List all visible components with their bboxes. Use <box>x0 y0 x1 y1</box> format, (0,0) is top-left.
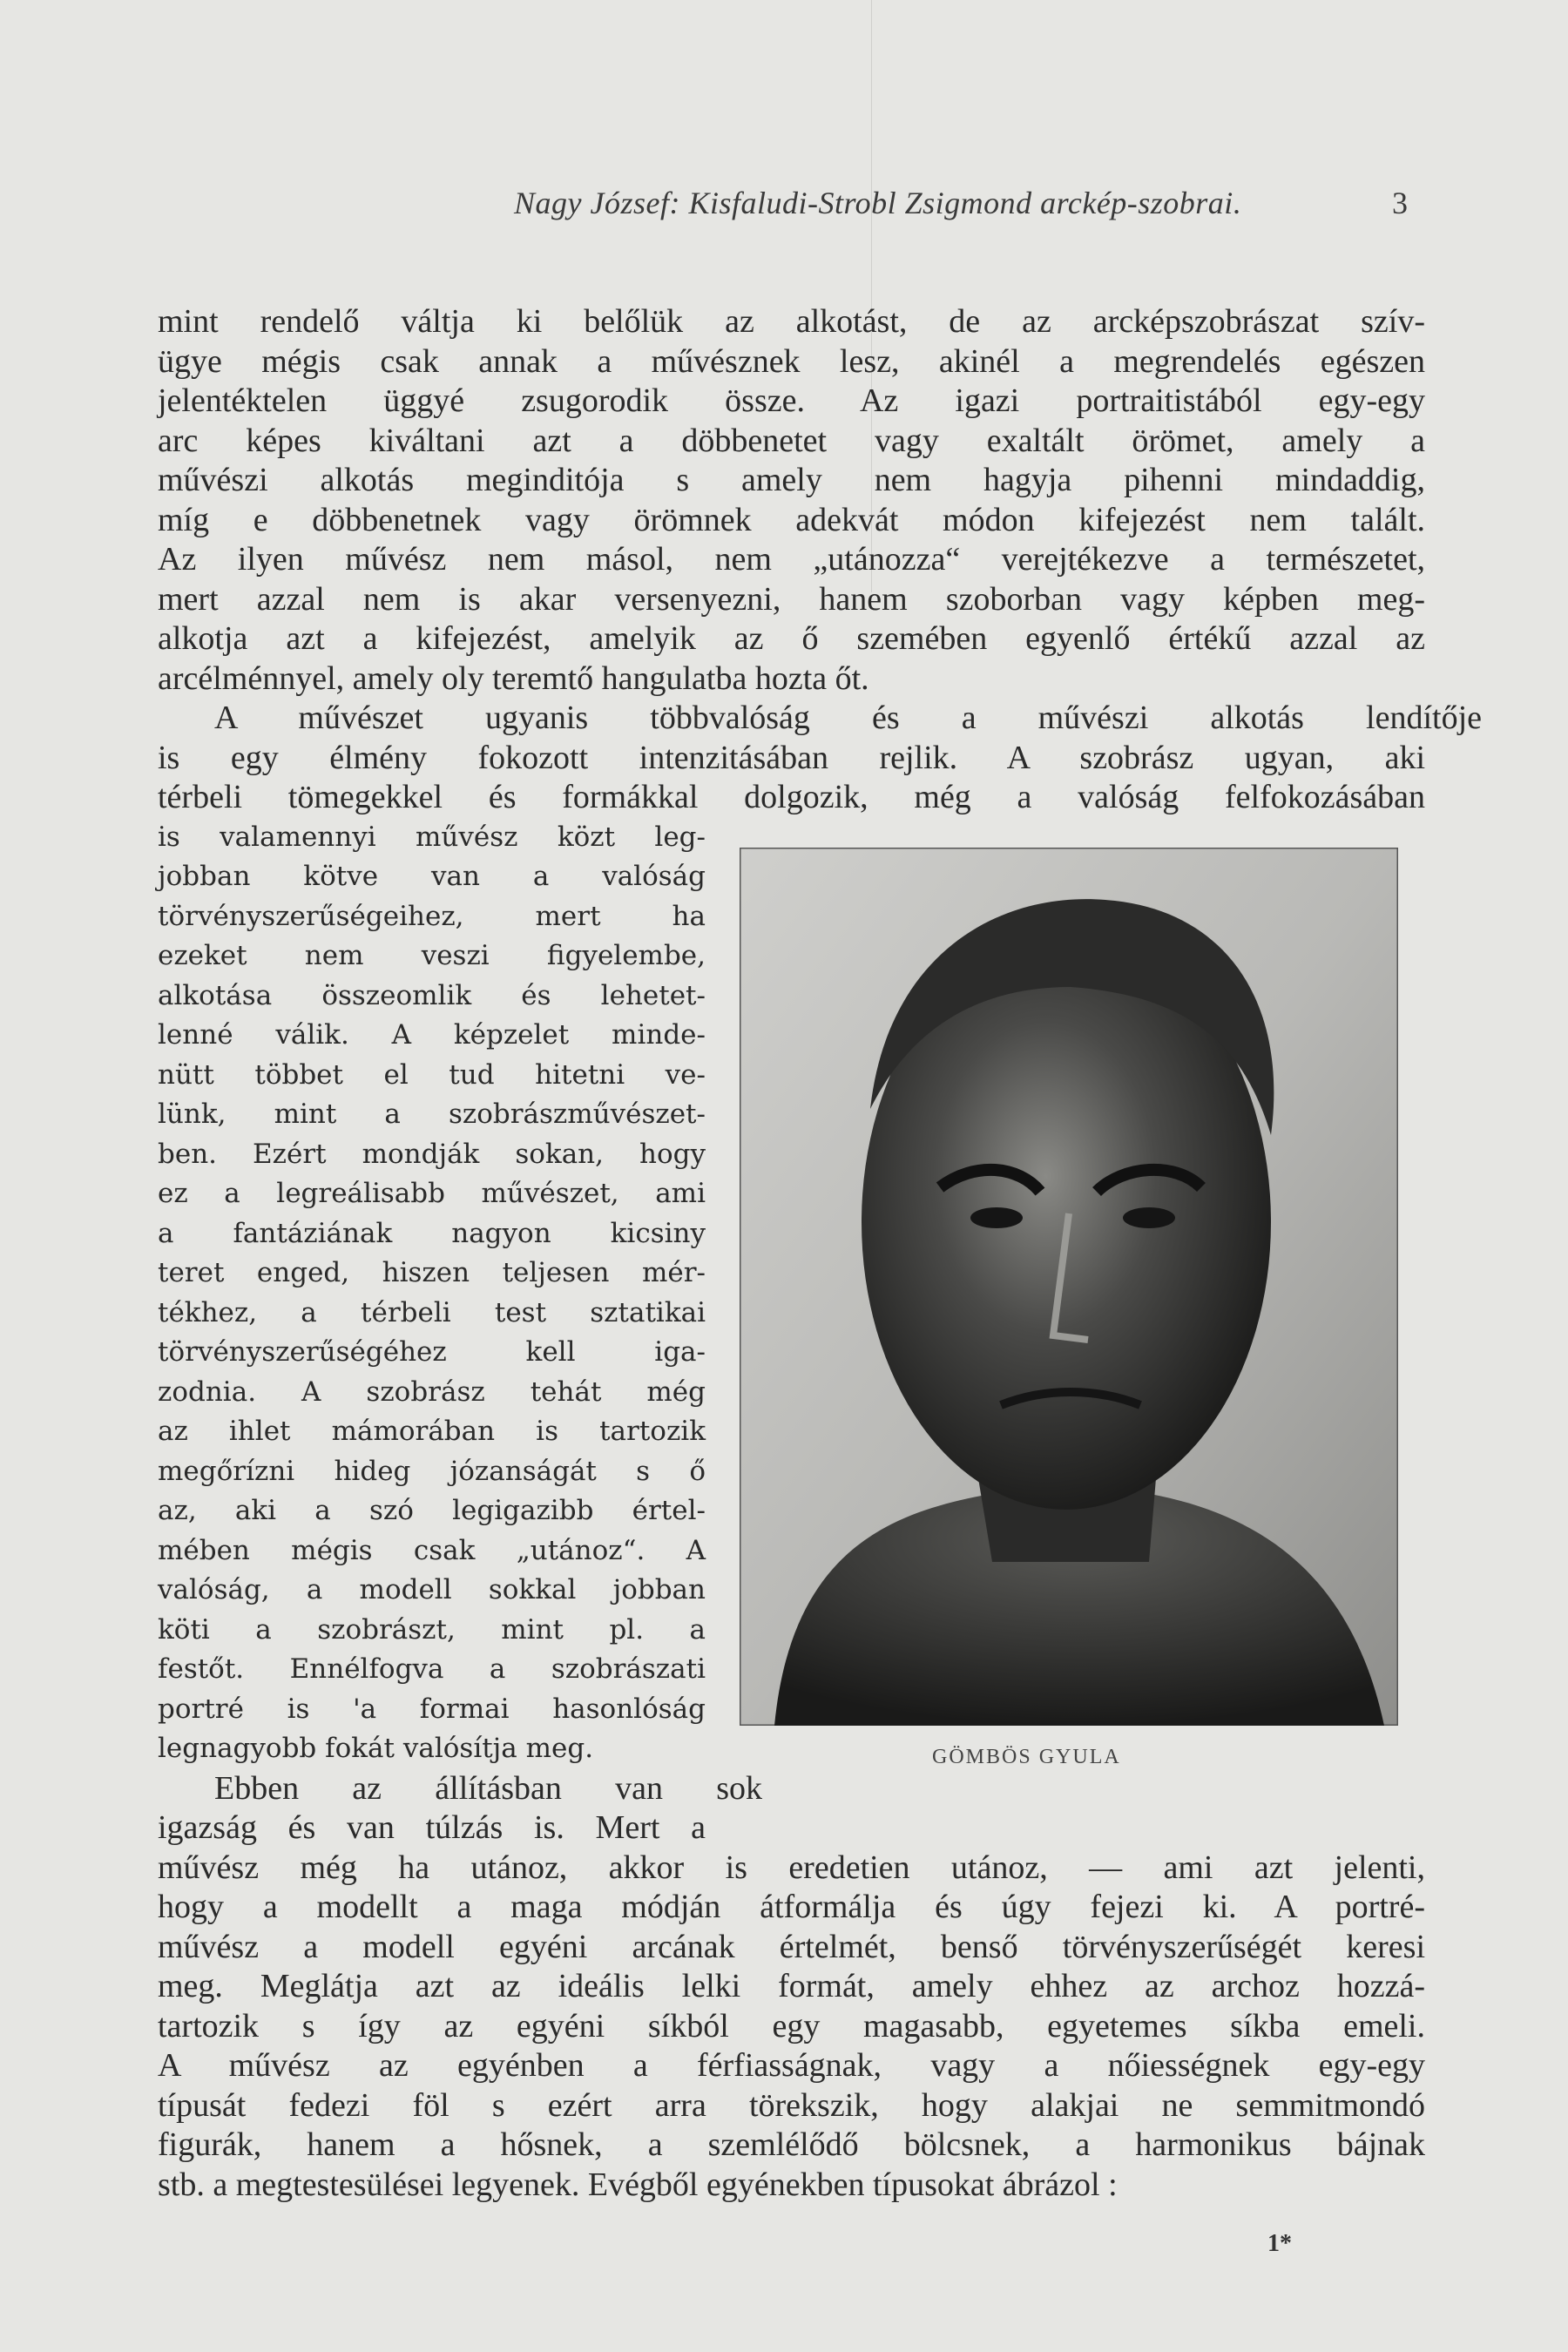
text-line-content: az ihlet mámorában is tartozik <box>158 1416 706 1447</box>
text-line-content: is valamennyi művész közt leg- <box>158 821 706 853</box>
text-line <box>158 382 1425 422</box>
text-line-content: az, aki a szó legigazibb értel- <box>158 1495 706 1526</box>
text-line-content: mert azzal nem is akar versenyezni, hanem szoborban vagy képben meg- <box>158 580 1425 618</box>
text-line-content: míg e döbbenetnek vagy örömnek adekvát módon kifejezést nem talált. <box>158 501 1425 538</box>
text-line-content: teret enged, hiszen teljesen mér- <box>158 1257 706 1288</box>
text-line <box>158 2126 1425 2166</box>
text-line <box>158 1611 706 1651</box>
text-line <box>158 1214 706 1254</box>
text-line <box>158 659 1425 700</box>
text-line-content: törvényszerűségéhez kell iga- <box>158 1336 706 1368</box>
text-line <box>158 1333 706 1373</box>
text-line <box>158 1967 1425 2007</box>
text-line <box>158 580 1425 620</box>
text-line <box>158 739 1425 779</box>
text-line-content: tékhez, a térbeli test sztatikai <box>158 1296 706 1328</box>
text-line <box>158 2086 1425 2126</box>
text-line-content: típusát fedezi föl s ezért arra törekszik, hogy alakjai ne semmitmondó <box>158 2086 1425 2124</box>
text-line-content: lenné válik. A képzelet minde- <box>158 1019 706 1051</box>
text-line <box>158 897 706 937</box>
text-line-content: ez a legreálisabb művészet, ami <box>158 1178 706 1209</box>
text-line <box>158 2046 1425 2086</box>
portrait-photo-gombos-gyula <box>740 848 1398 1726</box>
text-line <box>158 699 1482 739</box>
text-line-content: igazság és van túlzás is. Mert a <box>158 1809 706 1846</box>
text-line <box>158 501 1425 541</box>
text-line <box>158 1254 706 1294</box>
text-line-content: mint rendelő váltja ki belőlük az alkotást, de az arcképszobrászat szív- <box>158 303 1425 340</box>
text-line <box>158 1412 706 1452</box>
text-line-content: ezeket nem veszi figyelembe, <box>158 940 706 971</box>
text-line <box>158 342 1425 382</box>
text-line <box>158 1531 706 1571</box>
text-line-content: stb. a megtestesülései legyenek. Evégből egyénekben típusokat ábrázol : <box>158 2166 1118 2203</box>
page-number: 3 <box>1392 186 1408 220</box>
text-line-content: valóság, a modell sokkal jobban <box>158 1574 706 1605</box>
text-line-content: arcélménnyel, amely oly teremtő hangulatba hozta őt. <box>158 659 869 697</box>
text-line <box>158 2007 1425 2047</box>
text-line-content: művészi alkotás meginditója s amely nem hagyja pihenni mindaddig, <box>158 462 1425 498</box>
text-line <box>158 1690 706 1730</box>
text-line-content: legnagyobb fokát valósítja meg. <box>158 1733 594 1764</box>
text-line-content: ben. Ezért mondják sokan, hogy <box>158 1138 706 1170</box>
text-line-content: Az ilyen művész nem másol, nem „utánozza“ verejtékezve a természetet, <box>158 541 1425 578</box>
running-title: Nagy József: Kisfaludi-Strobl Zsigmond arckép-szobrai. <box>514 186 1242 220</box>
text-line <box>158 977 706 1017</box>
text-line-content: figurák, hanem a hősnek, a szemlélődő bölcsnek, a harmonikus bájnak <box>158 2126 1425 2163</box>
text-line <box>158 1769 762 1809</box>
text-line-content: A művészet ugyanis többvalóság és a művészi alkotás lendítője <box>214 700 1482 736</box>
text-line-content: portré is 'a formai hasonlóság <box>158 1693 706 1725</box>
text-line <box>158 302 1425 342</box>
text-line <box>158 1888 1425 1928</box>
text-line-content: arc képes kiváltani azt a döbbenetet vagy exaltált örömet, amely a <box>158 422 1425 459</box>
text-line-content: alkotása összeomlik és lehetet- <box>158 979 706 1011</box>
text-line-content: nütt többet el tud hitetni ve- <box>158 1058 706 1091</box>
text-line <box>158 461 1425 501</box>
text-line-content: lünk, mint a szobrászművészet- <box>158 1098 706 1130</box>
text-line-content: jelentéktelen üggyé zsugorodik össze. Az igazi portraitistából egy-egy <box>158 382 1425 419</box>
text-line <box>158 1650 706 1690</box>
text-line-content: törvényszerűségeihez, mert ha <box>158 900 706 932</box>
text-line <box>158 1373 706 1413</box>
text-line-content: is egy élmény fokozott intenzitásában rejlik. A szobrász ugyan, aki <box>158 739 1425 776</box>
text-line-content: művész a modell egyéni arcának értelmét, benső törvényszerűségét keresi <box>158 1928 1425 1965</box>
text-line-content: Ebben az állításban van sok <box>214 1769 762 1807</box>
text-line <box>158 1056 706 1096</box>
text-line-content: művész még ha utánoz, akkor is eredetien utánoz, — ami azt jelenti, <box>158 1848 1425 1886</box>
text-line <box>158 1095 706 1135</box>
text-line <box>158 1174 706 1214</box>
text-line <box>158 1571 706 1611</box>
text-line-content: jobban kötve van a valóság <box>158 861 706 892</box>
text-line-content: köti a szobrászt, mint pl. a <box>158 1613 706 1646</box>
text-line-content: alkotja azt a kifejezést, amelyik az ő szemében egyenlő értékű azzal az <box>158 620 1425 657</box>
text-line-content: a fantáziának nagyon kicsiny <box>158 1217 706 1249</box>
text-line <box>158 1452 706 1492</box>
text-line-content: tartozik s így az egyéni síkból egy magasabb, egyetemes síkba emeli. <box>158 2007 1425 2044</box>
text-line <box>158 778 1425 818</box>
text-line <box>158 936 706 977</box>
text-line-content: mében mégis csak „utánoz“. A <box>158 1534 706 1566</box>
text-line-content: zodnia. A szobrász tehát még <box>158 1375 706 1408</box>
text-line <box>158 1294 706 1334</box>
text-line-content: ügye mégis csak annak a művésznek lesz, akinél a megrendelés egészen <box>158 342 1425 380</box>
text-line-content: festőt. Ennélfogva a szobrászati <box>158 1653 706 1685</box>
printer-signature-mark: 1* <box>1267 2230 1292 2257</box>
text-line <box>158 1135 706 1175</box>
text-line-content: hogy a modellt a maga módján átformálja és úgy fejezi ki. A portré- <box>158 1889 1425 1925</box>
text-line <box>158 540 1425 580</box>
text-line <box>158 1016 706 1056</box>
text-line <box>158 818 706 858</box>
text-line-content: A művész az egyénben a férfiasságnak, vagy a nőiességnek egy-egy <box>158 2047 1425 2084</box>
text-line <box>158 422 1425 462</box>
text-line <box>158 1491 706 1531</box>
text-line-content: meg. Meglátja azt az ideális lelki formát, amely ehhez az archoz hozzá- <box>158 1968 1425 2004</box>
text-line-content: megőrízni hideg józanságát s ő <box>158 1455 706 1487</box>
text-line <box>158 1928 1425 1968</box>
text-line <box>158 619 1425 659</box>
text-line <box>158 1729 706 1769</box>
figure-caption: GÖMBÖS GYULA <box>932 1746 1121 1768</box>
text-line <box>158 1808 706 1848</box>
text-line-content: térbeli tömegekkel és formákkal dolgozik, még a valóság felfokozásában <box>158 779 1425 815</box>
text-line <box>158 1848 1425 1889</box>
text-line <box>158 857 706 897</box>
text-line <box>158 2166 1425 2206</box>
